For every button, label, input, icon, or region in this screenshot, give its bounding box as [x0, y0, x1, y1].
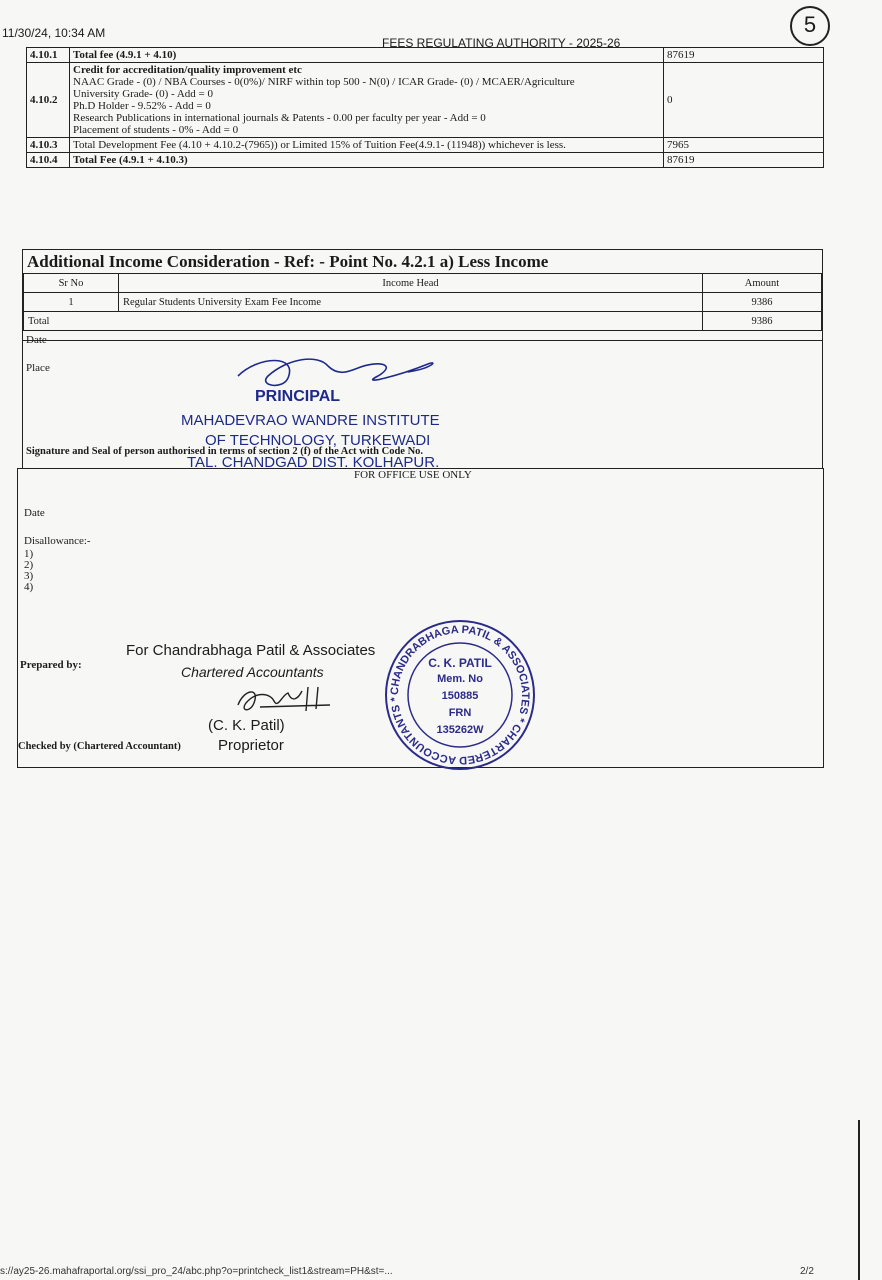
row-value: 0	[664, 63, 824, 138]
table-row	[27, 138, 824, 153]
firm-name: For Chandrabhaga Patil & Associates	[126, 642, 376, 659]
row-line: Placement of students - 0% - Add = 0	[73, 124, 239, 136]
date-label: Date	[26, 334, 47, 346]
table-total-row	[24, 312, 822, 331]
row-code: 4.10.4	[27, 153, 70, 168]
total-label: Total	[24, 312, 703, 331]
disallowance-item: 1)	[24, 548, 34, 560]
office-use-heading: FOR OFFICE USE ONLY	[354, 469, 472, 481]
table-row	[27, 153, 824, 168]
header-income-head: Income Head	[119, 274, 703, 293]
print-url: s://ay25-26.mahafraportal.org/ssi_pro_24/abc.php?o=printcheck_list1&stream=PH&st=...	[0, 1266, 393, 1277]
fee-table	[26, 47, 824, 168]
table-row	[27, 63, 824, 138]
checked-by-label: Checked by (Chartered Accountant)	[18, 741, 181, 752]
row-code: 4.10.2	[27, 63, 70, 138]
institute-line-2: OF TECHNOLOGY, TURKEWADI	[205, 432, 431, 449]
row-code: 4.10.1	[27, 48, 70, 63]
income-table	[23, 273, 822, 331]
table-header-row	[24, 274, 822, 293]
institute-line-3: TAL. CHANDGAD DIST. KOLHAPUR.	[187, 454, 440, 471]
cell-sr-no: 1	[24, 293, 119, 312]
row-description: Total fee (4.9.1 + 4.10)	[70, 48, 664, 63]
table-row	[24, 293, 822, 312]
ca-signature	[230, 681, 340, 717]
header-amount: Amount	[703, 274, 822, 293]
row-line: NAAC Grade - (0) / NBA Courses - 0(0%)/ NIRF within top 500 - N(0) / ICAR Grade- (0) / MCAER/Agriculture	[73, 76, 575, 88]
disallowance-label: Disallowance:-	[24, 535, 91, 547]
stamp-frn-label: FRN	[448, 707, 472, 719]
institute-line-1: MAHADEVRAO WANDRE INSTITUTE	[181, 412, 440, 429]
place-label: Place	[26, 362, 50, 374]
page-edge-line	[858, 1120, 860, 1280]
header-sr-no: Sr No	[24, 274, 119, 293]
row-line: Ph.D Holder - 9.52% - Add = 0	[73, 100, 211, 112]
row-value: 87619	[664, 153, 824, 168]
row-description: Total Fee (4.9.1 + 4.10.3)	[70, 153, 664, 168]
stamp-ring-text: CHANDRABHAGA PATIL & ASSOCIATES * CHARTERED ACCOUNTANTS *	[388, 623, 532, 767]
additional-income-section	[22, 249, 823, 341]
row-line: Research Publications in international journals & Patents - 0.00 per faculty per year - Add = 0	[73, 112, 486, 124]
row-code: 4.10.3	[27, 138, 70, 153]
section-title: Additional Income Consideration - Ref: - Point No. 4.2.1 a) Less Income	[27, 252, 549, 271]
disallowance-item: 4)	[24, 581, 34, 593]
signature-label: Signature and Seal of person authorised in terms of section 2 (f) of the Act with Code No.	[26, 446, 424, 457]
stamp-name: C. K. PATIL	[428, 656, 492, 670]
signer-name: (C. K. Patil)	[208, 717, 285, 734]
row-description	[70, 63, 664, 138]
signature-section	[22, 334, 823, 471]
cell-income-head: Regular Students University Exam Fee Income	[119, 293, 703, 312]
stamp-mem-no: 150885	[441, 690, 479, 702]
stamp-mem-label: Mem. No	[437, 673, 483, 685]
table-row	[27, 48, 824, 63]
ca-stamp	[380, 620, 540, 770]
print-datetime: 11/30/24, 10:34 AM	[2, 26, 106, 40]
disallowance-item: 2)	[24, 559, 34, 571]
firm-role: Chartered Accountants	[181, 664, 324, 680]
signer-title: Proprietor	[218, 737, 284, 754]
page-number-circle: 5	[790, 6, 830, 46]
total-amount: 9386	[703, 312, 822, 331]
print-page-count: 2/2	[800, 1266, 814, 1277]
office-date-label: Date	[24, 507, 45, 519]
row-line: University Grade- (0) - Add = 0	[73, 88, 214, 100]
row-description: Total Development Fee (4.10 + 4.10.2-(7965)) or Limited 15% of Tuition Fee(4.9.1- (11948)) whichever is less.	[70, 138, 664, 153]
row-value: 7965	[664, 138, 824, 153]
document-title: FEES REGULATING AUTHORITY - 2025-26	[382, 36, 621, 50]
principal-title: PRINCIPAL	[255, 388, 341, 405]
row-line: Credit for accreditation/quality improvement etc	[73, 64, 302, 76]
disallowance-item: 3)	[24, 570, 34, 582]
row-value: 87619	[664, 48, 824, 63]
disallowance-list	[24, 549, 33, 593]
prepared-by-label: Prepared by:	[20, 659, 82, 671]
cell-amount: 9386	[703, 293, 822, 312]
stamp-frn-no: 135262W	[436, 724, 484, 736]
